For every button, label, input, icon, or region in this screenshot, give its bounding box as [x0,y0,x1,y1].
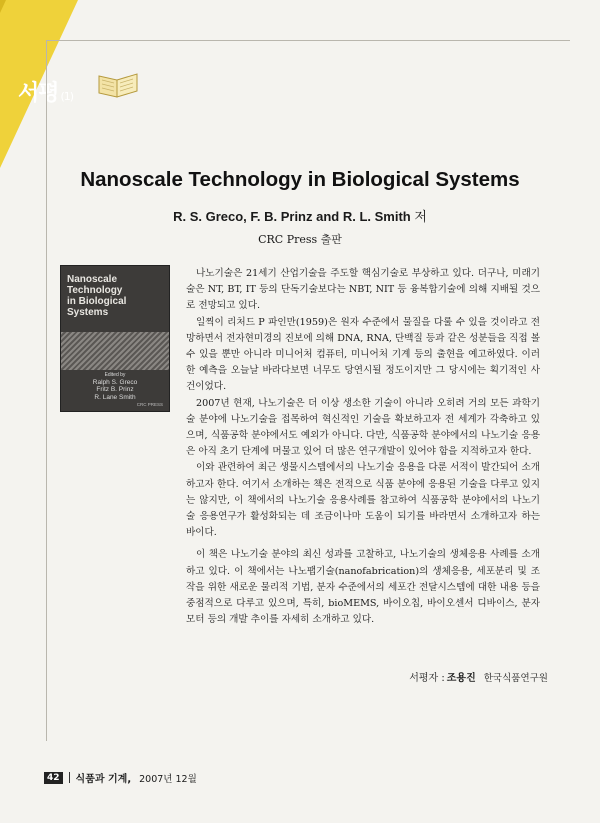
book-publisher: CRC Press 출판 [258,233,342,246]
reviewer-name: 조용진 [446,673,476,684]
book-title: Nanoscale Technology in Biological Systems [80,168,520,191]
cover-pattern [61,332,169,370]
issue-date: 2007년 12월 [139,773,197,785]
section-number: (1) [60,90,74,103]
book-authors [0,206,600,225]
review-paragraph: 나노기술은 21세기 산업기술을 주도할 핵심기술로 부상하고 있다. 더구나, 미래기술은 NT, BT, IT 등의 단독기술보다는 NBT, NIT 등 융복합기술에 의해 지배될 것으로 전망되고 있다. [186,268,540,312]
magazine-title: 식품과 기계, [75,774,132,785]
review-paragraph: 이 책은 나노기술 분야의 최신 성과를 고찰하고, 나노기술의 생체응용 사례를 소개하고 있다. 이 책에서는 나노팹기술(nanofabrication)의 생체응용, 세포분리 및 조작을 위한 새로운 물리적 기법, 분자 수준에서의 세포간 전달시스템에 대한 내용 등을 중점적으로 다루고 있으며, 특히, bioMEMS, 바이오칩, 바이오센서 디바이스, 분자모터 등의 개발 추이를 자세히 소개하고 있다. [186,549,540,626]
footer-divider [69,772,70,783]
page-footer [44,770,197,785]
cover-publisher: CRC PRESS [136,402,163,407]
book-cover-image [60,265,170,412]
page-number: 42 [44,772,63,784]
cover-title: Nanoscale Technology in Biological Systems [67,274,127,318]
review-paragraph: 일찍이 리처드 P 파인만(1959)은 원자 수준에서 물질을 다룰 수 있을 것이라고 전망하면서 전자현미경의 진보에 의해 DNA, RNA, 단백질 등과 같은 성분들을 직접 볼 수 있을 뿐만 아니라 미니어처 컴퓨터, 미니어처 기계 등의 출현을 예고하였다. 이러한 예측을 오늘날 바라다보면 너무도 당연시될 정도이지만 그 당시에는 획기적인 사건이었다. [186,316,540,393]
reviewer-credit [409,669,548,684]
review-body [186,266,540,628]
reviewer-label: 서평자 : [409,673,445,684]
reviewer-institution: 한국식품연구원 [483,673,548,684]
cover-editors [67,372,163,401]
cover-edited-by: Edited by [104,372,126,378]
cover-editor: R. Lane Smith [94,393,136,401]
authors-suffix: 저 [414,210,427,225]
section-label-text: 서평 [18,81,59,106]
cover-editor: Ralph S. Greco [92,379,138,387]
cover-editor: Fritz B. Prinz [96,386,134,394]
authors-names: R. S. Greco, F. B. Prinz and R. L. Smith [173,209,411,224]
review-paragraph: 2007년 현재, 나노기술은 더 이상 생소한 기술이 아니라 오히려 거의 모든 과학기술 분야에 나노기술을 접목하여 혁신적인 기술을 확보하고자 전 세계가 각축하고 있으며, 식품공학 분야에서도 예외가 아니다. 다만, 식품공학 분야에서의 나노기술 응용은 아직 초기 단계에 머물고 있어 더 많은 연구개발이 있어야 함을 지적하고자 한다. [186,397,540,458]
review-paragraph: 이와 관련하여 최근 생물시스템에서의 나노기술 응용을 다룬 서적이 발간되어 소개하고자 한다. 여기서 소개하는 책은 전적으로 식품 분야에 응용된 기술을 다루고 있지는 않지만, 이 책에서의 나노기술 응용사례를 참고하여 식품공학 분야에서의 나노기술 응용연구가 활성화되는 데 조금이나마 도움이 되기를 바라면서 소개하고자 하는 바이다. [186,462,540,539]
